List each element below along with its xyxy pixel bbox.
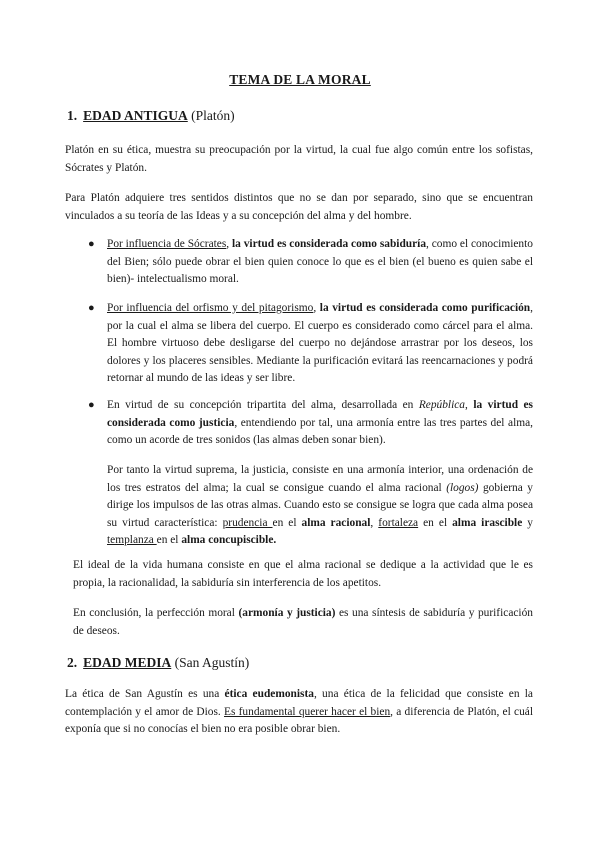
bullet-rest: , como el conocimiento del Bien; sólo puede obrar el bien quien conoce lo que es el bien (el bueno es quien sabe el bien)- intelectualismo moral. xyxy=(107,238,533,286)
bullet-text xyxy=(107,300,533,388)
logos-italic: (logos) xyxy=(446,481,479,494)
text-part: Por tanto la virtud suprema, la justicia, consiste en una armonía interior, una ordenación de los tres estratos del alma; la cual se consigue cuando el alma racional xyxy=(107,464,533,494)
text-part: es una síntesis de sabiduría y purificación de deseos. xyxy=(73,607,533,637)
bullet-text-part: , xyxy=(465,399,474,411)
bullet-text xyxy=(107,397,533,450)
paragraph-three-senses xyxy=(65,190,533,225)
bullet-bold: la virtud es considerada como purificación xyxy=(319,302,531,314)
bullet-icon: ● xyxy=(88,238,95,250)
bullet-rest: , por la cual el alma se libera del cuerpo. El cuerpo es considerado como cárcel para el alma. El hombre virtuoso debe desligarse del cuerpo no dejándose arrastrar por los deseos, los dolores y los placeres sensibles. Mediante la purificación evitará las reencarnaciones y podrá retornar al mundo de las ideas y ser libre. xyxy=(107,302,533,385)
paragraph-san-agustin xyxy=(65,686,533,739)
text-part: en el xyxy=(418,516,453,529)
section-heading-edad-antigua xyxy=(67,108,235,124)
bullet-text-part: En virtud de su concepción tripartita del alma, desarrollada en xyxy=(107,399,419,411)
alma-irascible: alma irascible xyxy=(452,516,523,529)
paragraph-text: Para Platón adquiere tres sentidos distintos que no se dan por separado, sino que se encuentran vinculados a su teoría de las Ideas y a su concepción del alma y del hombre. xyxy=(65,192,533,222)
text-part: En conclusión, la perfección moral xyxy=(73,607,239,619)
paragraph-text xyxy=(65,686,533,739)
bullet-bold: la virtud es considerada como sabiduría xyxy=(232,238,427,250)
bullet-italic: República xyxy=(418,399,465,411)
bullet-icon: ● xyxy=(88,399,95,411)
page-title: TEMA DE LA MORAL xyxy=(229,72,371,87)
paragraph-ideal xyxy=(73,557,533,592)
alma-concupiscible: alma concupiscible. xyxy=(181,534,277,547)
text-part: , una ética de la felicidad que consiste en la contemplación y el amor de Dios. xyxy=(65,688,533,718)
bullet-bold: la virtud es considerada como justicia xyxy=(107,399,533,429)
bullet-text xyxy=(107,236,533,289)
paragraph-text: El ideal de la vida humana consiste en que el alma racional se dedique a la actividad que le es propia, la racionalidad, la sabiduría sin interferencia de los apetitos. xyxy=(73,559,533,589)
bullet-icon: ● xyxy=(88,302,95,314)
paragraph-virtud-suprema xyxy=(107,462,533,550)
section-subtitle: (San Agustín) xyxy=(174,655,250,670)
section-name: EDAD ANTIGUA xyxy=(83,108,188,123)
bullet-comma: , xyxy=(226,238,232,250)
bullet-lead: Por influencia de Sócrates xyxy=(107,238,227,250)
text-part: y xyxy=(522,516,533,529)
bullet-item-sabiduria xyxy=(107,236,533,289)
text-part: en el xyxy=(156,534,182,547)
bullet-lead: Por influencia del orfismo y del pitagorismo xyxy=(107,302,314,314)
text-part: , xyxy=(370,516,379,529)
text-part: en el xyxy=(272,516,302,529)
alma-racional: alma racional xyxy=(301,516,371,529)
paragraph-text: Platón en su ética, muestra su preocupación por la virtud, la cual fue algo común entre los sofistas, Sócrates y Platón. xyxy=(65,144,533,174)
section-number: 1. xyxy=(67,108,78,123)
text-part: , a diferencia de Platón, el cuál exponía que si no conocías el bien no era posible obrar bien. xyxy=(65,705,533,736)
conclusion-bold: (armonía y justicia) xyxy=(238,607,336,619)
bullet-rest: , entendiendo por tal, una armonía entre las tres partes del alma, como un acorde de tres sonidos (las almas deben sonar bien). xyxy=(107,416,534,447)
paragraph-intro xyxy=(65,142,533,177)
paragraph-text xyxy=(107,462,533,550)
text-part: gobierna y dirige los impulsos de las otras almas. Cuando esto se consigue se logra que cada alma posea su virtud característica: xyxy=(107,481,533,529)
eudemonista-bold: ética eudemonista xyxy=(224,688,314,700)
fortaleza-underline: fortaleza xyxy=(378,516,419,529)
section-heading-edad-media xyxy=(67,655,249,671)
bullet-comma: , xyxy=(313,302,320,314)
bullet-item-justicia xyxy=(107,397,533,450)
bullet-item-purificacion xyxy=(107,300,533,388)
fundamental-underline: Es fundamental querer hacer el bien xyxy=(224,705,391,718)
paragraph-conclusion xyxy=(73,605,533,640)
section-name: EDAD MEDIA xyxy=(83,655,172,670)
prudencia-underline: prudencia xyxy=(222,516,273,529)
section-number: 2. xyxy=(67,655,78,670)
text-part: La ética de San Agustín es una xyxy=(65,688,225,700)
templanza-underline: templanza xyxy=(107,534,157,547)
section-subtitle: (Platón) xyxy=(191,108,235,123)
paragraph-text xyxy=(73,605,533,640)
